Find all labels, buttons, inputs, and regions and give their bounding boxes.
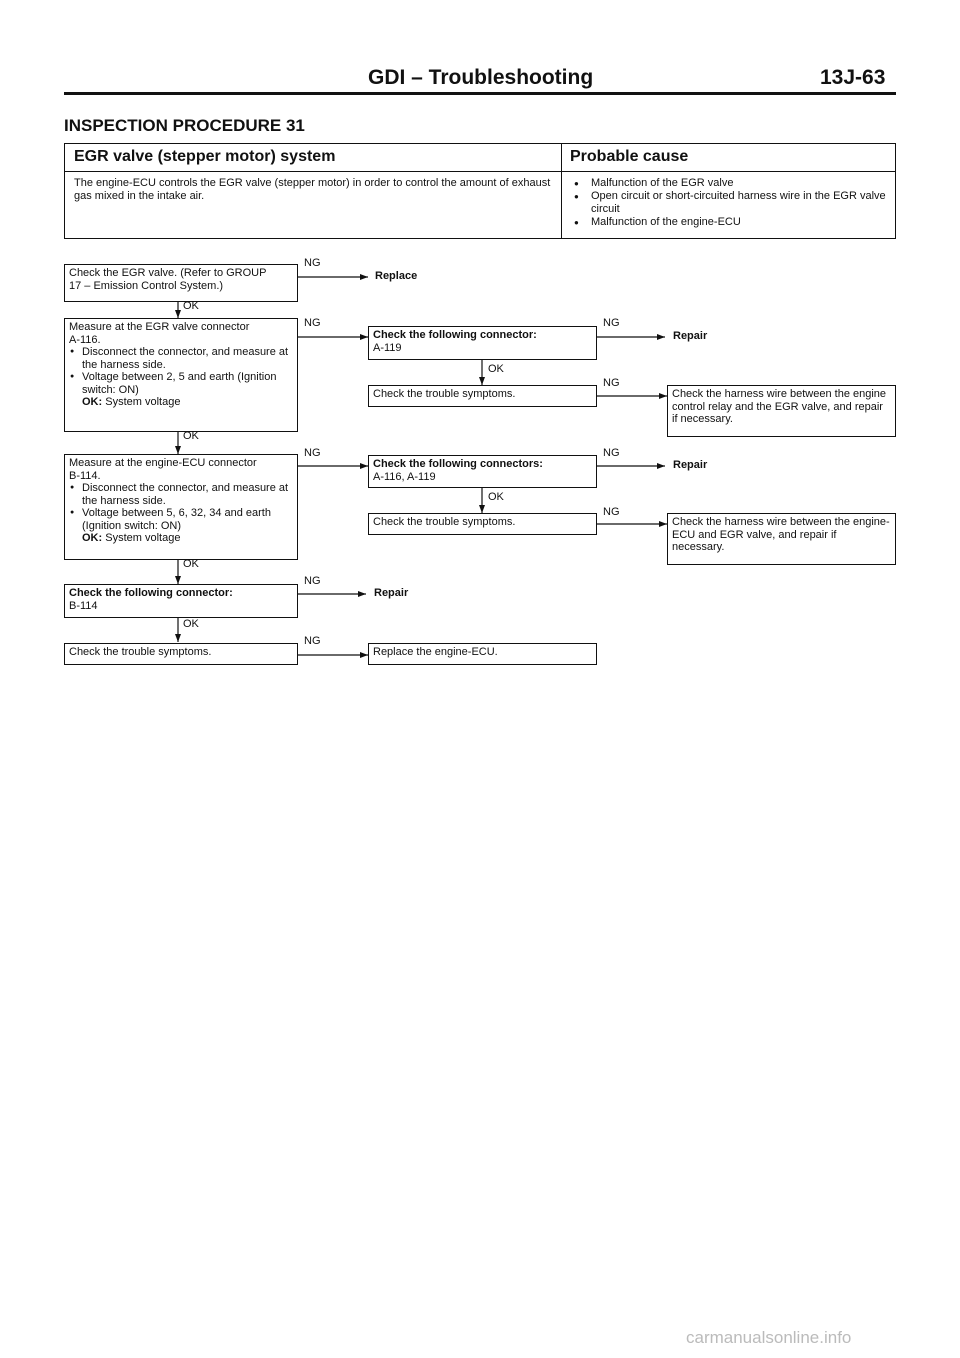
- step3-box: [64, 454, 298, 560]
- step3-ok-value: System voltage: [105, 532, 181, 544]
- step2-connector-ng-result: Repair: [673, 330, 708, 342]
- step3-harness-box: [667, 513, 896, 565]
- page-number: 13J-63: [820, 66, 886, 89]
- step3-trouble-text: Check the trouble symptoms.: [373, 516, 516, 528]
- cause-item: ● Malfunction of the EGR valve: [570, 177, 890, 190]
- ok-label: OK: [183, 558, 199, 570]
- step4-line2: B-114: [69, 599, 98, 612]
- step2-harness-text: Check the harness wire between the engine control relay and the EGR valve, and repair if necessary.: [672, 388, 887, 425]
- ok-caption: OK:: [82, 396, 103, 408]
- step2-ok-line: [69, 396, 293, 409]
- step1-box: [64, 264, 298, 302]
- step2-harness-box: [667, 385, 896, 437]
- ok-label: OK: [183, 430, 199, 442]
- step5-box: [64, 643, 298, 665]
- procedure-title: INSPECTION PROCEDURE 31: [64, 116, 305, 135]
- page-title: GDI – Troubleshooting: [368, 66, 594, 89]
- step4-ng-result: Repair: [374, 587, 409, 599]
- step3-bullet: ● Voltage between 5, 6, 32, 34 and earth (Ignition switch: ON): [69, 507, 293, 532]
- ng-label: NG: [304, 447, 321, 459]
- ng-label: NG: [603, 317, 620, 329]
- step3-title: Measure at the engine-ECU connector: [69, 457, 257, 469]
- watermark: carmanualsonline.info: [686, 1328, 852, 1347]
- step1-line2: 17 – Emission Control System.): [69, 279, 224, 292]
- step2-connector-line1: Check the following connector:: [373, 329, 537, 341]
- ok-label: OK: [488, 491, 504, 503]
- step3-harness-text: Check the harness wire between the engine-ECU and EGR valve, and repair if necessary.: [672, 516, 890, 553]
- step2-title: Measure at the EGR valve connector: [69, 321, 250, 333]
- ng-label: NG: [603, 506, 620, 518]
- step2-trouble-text: Check the trouble symptoms.: [373, 388, 516, 400]
- table-col2-title: Probable cause: [570, 148, 689, 165]
- ng-label: NG: [304, 257, 321, 269]
- step3-trouble-box: [368, 513, 597, 535]
- step2-connector-box: [368, 326, 597, 360]
- step2-connector-line2: A-119: [373, 341, 402, 354]
- step3-connectors-line2: A-116, A-119: [373, 470, 436, 483]
- step2-bullets: [69, 346, 293, 396]
- step5-ng-box: [368, 643, 597, 665]
- step3-bullets: [69, 482, 293, 532]
- ok-caption: OK:: [82, 532, 103, 544]
- step1-line1: Check the EGR valve. (Refer to GROUP: [69, 267, 267, 279]
- step3-connectors-line1: Check the following connectors:: [373, 458, 543, 470]
- ng-label: NG: [304, 317, 321, 329]
- step2-bullet: ● Voltage between 2, 5 and earth (Ignition switch: ON): [69, 371, 293, 396]
- table-col1-title: EGR valve (stepper motor) system: [74, 148, 336, 165]
- step2-ok-value: System voltage: [105, 396, 181, 408]
- ng-label: NG: [304, 635, 321, 647]
- ok-label: OK: [183, 618, 199, 630]
- ng-label: NG: [603, 447, 620, 459]
- ok-label: OK: [488, 363, 504, 375]
- ng-label: NG: [603, 377, 620, 389]
- step5-text: Check the trouble symptoms.: [69, 646, 212, 658]
- step2-box: [64, 318, 298, 432]
- step2-subtitle: A-116.: [69, 333, 101, 346]
- step2-trouble-box: [368, 385, 597, 407]
- cause-item: ● Malfunction of the engine-ECU: [570, 216, 890, 229]
- ok-label: OK: [183, 300, 199, 312]
- step5-ng-text: Replace the engine-ECU.: [373, 646, 498, 658]
- table-description: The engine-ECU controls the EGR valve (stepper motor) in order to control the amount of exhaust gas mixed in the intake air.: [74, 177, 551, 202]
- step3-connectors-ng-result: Repair: [673, 459, 708, 471]
- cause-item: ● Open circuit or short-circuited harness wire in the EGR valve circuit: [570, 190, 890, 216]
- step4-box: [64, 584, 298, 618]
- step3-bullet: ● Disconnect the connector, and measure at the harness side.: [69, 482, 293, 507]
- step3-connectors-box: [368, 455, 597, 488]
- step3-ok-line: [69, 532, 293, 545]
- step4-line1: Check the following connector:: [69, 587, 233, 599]
- step3-subtitle: B-114.: [69, 469, 101, 482]
- ng-label: NG: [304, 575, 321, 587]
- step1-ng-result: Replace: [375, 270, 418, 282]
- step2-bullet: ● Disconnect the connector, and measure at the harness side.: [69, 346, 293, 371]
